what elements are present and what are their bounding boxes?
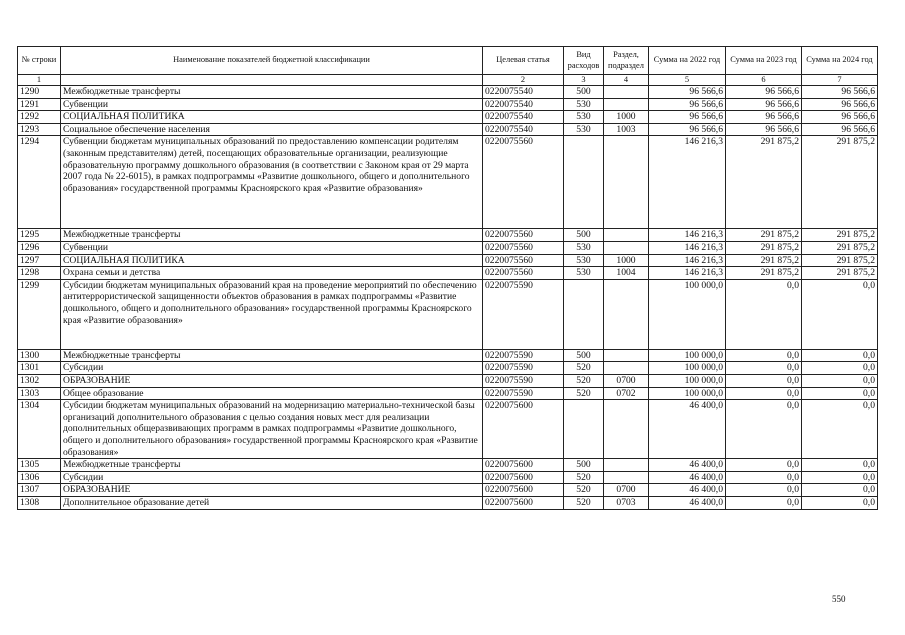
row-sum-2022: 100 000,0 xyxy=(649,349,726,362)
row-section xyxy=(604,349,649,362)
row-expense-type: 520 xyxy=(564,362,604,375)
row-sum-2023: 96 566,6 xyxy=(726,98,802,111)
table-row xyxy=(18,254,878,267)
table-row xyxy=(18,98,878,111)
row-name: Субсидии xyxy=(61,471,483,484)
row-section: 0702 xyxy=(604,387,649,400)
row-name: ОБРАЗОВАНИЕ xyxy=(61,484,483,497)
row-section xyxy=(604,459,649,472)
row-target-article: 0220075560 xyxy=(483,254,564,267)
table-row xyxy=(18,484,878,497)
row-name: Охрана семьи и детства xyxy=(61,267,483,280)
row-section xyxy=(604,136,649,229)
row-target-article: 0220075600 xyxy=(483,496,564,509)
table-row xyxy=(18,471,878,484)
row-number: 1300 xyxy=(18,349,61,362)
row-section xyxy=(604,471,649,484)
column-number: 4 xyxy=(604,75,649,86)
row-sum-2022: 96 566,6 xyxy=(649,111,726,124)
row-expense-type: 530 xyxy=(564,254,604,267)
row-target-article: 0220075540 xyxy=(483,98,564,111)
row-sum-2022: 100 000,0 xyxy=(649,387,726,400)
row-sum-2022: 96 566,6 xyxy=(649,86,726,99)
table-row xyxy=(18,267,878,280)
row-sum-2024: 96 566,6 xyxy=(802,111,878,124)
row-sum-2022: 46 400,0 xyxy=(649,471,726,484)
row-sum-2023: 291 875,2 xyxy=(726,267,802,280)
row-section xyxy=(604,229,649,242)
row-name: Субсидии бюджетам муниципальных образований края на проведение мероприятий по обеспечению антитеррористической защищенности объектов образования в рамках подпрограммы «Развитие дошкольного, общего и дополнительного образования» государственной программы Красноярского края «Развитие образования» xyxy=(61,279,483,349)
row-number: 1301 xyxy=(18,362,61,375)
row-sum-2024: 0,0 xyxy=(802,400,878,459)
row-expense-type xyxy=(564,400,604,459)
row-sum-2023: 96 566,6 xyxy=(726,86,802,99)
row-section xyxy=(604,98,649,111)
header-name: Наименование показателей бюджетной классификации xyxy=(61,47,483,75)
row-number: 1293 xyxy=(18,123,61,136)
row-target-article: 0220075560 xyxy=(483,229,564,242)
table-row xyxy=(18,459,878,472)
table-row xyxy=(18,111,878,124)
row-name: Межбюджетные трансферты xyxy=(61,459,483,472)
row-target-article: 0220075560 xyxy=(483,267,564,280)
row-sum-2023: 0,0 xyxy=(726,387,802,400)
row-section: 1000 xyxy=(604,254,649,267)
table-row xyxy=(18,229,878,242)
column-numbers-row xyxy=(18,75,878,86)
row-section xyxy=(604,362,649,375)
row-target-article: 0220075540 xyxy=(483,123,564,136)
row-sum-2023: 291 875,2 xyxy=(726,229,802,242)
column-number: 6 xyxy=(726,75,802,86)
row-name: Социальное обеспечение населения xyxy=(61,123,483,136)
row-sum-2022: 100 000,0 xyxy=(649,279,726,349)
row-section: 1000 xyxy=(604,111,649,124)
row-sum-2022: 146 216,3 xyxy=(649,229,726,242)
row-target-article: 0220075590 xyxy=(483,387,564,400)
row-sum-2024: 0,0 xyxy=(802,496,878,509)
row-sum-2024: 291 875,2 xyxy=(802,267,878,280)
row-sum-2024: 96 566,6 xyxy=(802,123,878,136)
row-section xyxy=(604,279,649,349)
row-section: 0703 xyxy=(604,496,649,509)
table-row xyxy=(18,362,878,375)
header-sum-2024: Сумма на 2024 год xyxy=(802,47,878,75)
page-number: 550 xyxy=(832,594,846,604)
header-sum-2022: Сумма на 2022 год xyxy=(649,47,726,75)
row-expense-type: 530 xyxy=(564,241,604,254)
row-expense-type: 530 xyxy=(564,98,604,111)
row-number: 1297 xyxy=(18,254,61,267)
row-target-article: 0220075600 xyxy=(483,484,564,497)
row-sum-2023: 0,0 xyxy=(726,362,802,375)
row-sum-2024: 0,0 xyxy=(802,349,878,362)
row-sum-2024: 0,0 xyxy=(802,387,878,400)
row-sum-2023: 96 566,6 xyxy=(726,111,802,124)
row-target-article: 0220075590 xyxy=(483,374,564,387)
row-sum-2023: 0,0 xyxy=(726,400,802,459)
row-sum-2023: 0,0 xyxy=(726,374,802,387)
row-target-article: 0220075590 xyxy=(483,349,564,362)
budget-table xyxy=(17,46,878,510)
row-section xyxy=(604,241,649,254)
row-expense-type: 500 xyxy=(564,459,604,472)
row-target-article: 0220075600 xyxy=(483,471,564,484)
table-body xyxy=(18,86,878,510)
row-number: 1304 xyxy=(18,400,61,459)
row-sum-2022: 96 566,6 xyxy=(649,123,726,136)
table-row xyxy=(18,86,878,99)
row-number: 1294 xyxy=(18,136,61,229)
row-sum-2022: 46 400,0 xyxy=(649,400,726,459)
row-sum-2022: 146 216,3 xyxy=(649,267,726,280)
row-name: Межбюджетные трансферты xyxy=(61,86,483,99)
row-name: Субвенции xyxy=(61,98,483,111)
row-number: 1307 xyxy=(18,484,61,497)
row-sum-2022: 146 216,3 xyxy=(649,241,726,254)
row-section: 1003 xyxy=(604,123,649,136)
row-number: 1308 xyxy=(18,496,61,509)
row-expense-type: 520 xyxy=(564,387,604,400)
row-name: Субсидии xyxy=(61,362,483,375)
column-number: 2 xyxy=(483,75,564,86)
row-expense-type: 530 xyxy=(564,123,604,136)
row-expense-type xyxy=(564,136,604,229)
row-expense-type: 520 xyxy=(564,374,604,387)
row-sum-2023: 0,0 xyxy=(726,349,802,362)
row-number: 1291 xyxy=(18,98,61,111)
row-sum-2022: 46 400,0 xyxy=(649,484,726,497)
table-row xyxy=(18,349,878,362)
row-expense-type: 500 xyxy=(564,86,604,99)
row-sum-2022: 46 400,0 xyxy=(649,496,726,509)
row-sum-2024: 0,0 xyxy=(802,279,878,349)
row-number: 1302 xyxy=(18,374,61,387)
row-sum-2023: 96 566,6 xyxy=(726,123,802,136)
row-sum-2023: 0,0 xyxy=(726,484,802,497)
row-sum-2024: 291 875,2 xyxy=(802,229,878,242)
row-number: 1296 xyxy=(18,241,61,254)
row-expense-type: 530 xyxy=(564,111,604,124)
row-target-article: 0220075600 xyxy=(483,400,564,459)
header-sum-2023: Сумма на 2023 год xyxy=(726,47,802,75)
column-number xyxy=(61,75,483,86)
table-row xyxy=(18,374,878,387)
row-number: 1298 xyxy=(18,267,61,280)
row-number: 1295 xyxy=(18,229,61,242)
table-row xyxy=(18,241,878,254)
row-section xyxy=(604,400,649,459)
row-name: Межбюджетные трансферты xyxy=(61,349,483,362)
row-expense-type: 520 xyxy=(564,496,604,509)
row-sum-2024: 291 875,2 xyxy=(802,254,878,267)
row-sum-2024: 0,0 xyxy=(802,374,878,387)
header-section: Раздел, подраздел xyxy=(604,47,649,75)
row-name: СОЦИАЛЬНАЯ ПОЛИТИКА xyxy=(61,111,483,124)
row-sum-2022: 46 400,0 xyxy=(649,459,726,472)
table-row xyxy=(18,136,878,229)
row-number: 1305 xyxy=(18,459,61,472)
row-expense-type: 520 xyxy=(564,484,604,497)
row-sum-2024: 96 566,6 xyxy=(802,98,878,111)
row-sum-2022: 96 566,6 xyxy=(649,98,726,111)
row-expense-type: 530 xyxy=(564,267,604,280)
row-sum-2024: 0,0 xyxy=(802,484,878,497)
row-sum-2024: 0,0 xyxy=(802,471,878,484)
row-name: Субвенции xyxy=(61,241,483,254)
row-name: Субсидии бюджетам муниципальных образований на модернизацию материально-технической базы организаций дополнительного образования с целью создания новых мест для реализации дополнительных общеразвивающих программ в рамках подпрограммы «Развитие дошкольного, общего и дополнительного образования» государственной программы Красноярского края «Развитие образования» xyxy=(61,400,483,459)
row-target-article: 0220075590 xyxy=(483,279,564,349)
table-row xyxy=(18,400,878,459)
row-section xyxy=(604,86,649,99)
row-sum-2023: 0,0 xyxy=(726,471,802,484)
row-sum-2024: 0,0 xyxy=(802,459,878,472)
table-row xyxy=(18,387,878,400)
row-sum-2022: 146 216,3 xyxy=(649,254,726,267)
column-number: 1 xyxy=(18,75,61,86)
table-row xyxy=(18,496,878,509)
row-section: 1004 xyxy=(604,267,649,280)
row-target-article: 0220075590 xyxy=(483,362,564,375)
row-sum-2023: 291 875,2 xyxy=(726,136,802,229)
row-expense-type: 500 xyxy=(564,229,604,242)
row-sum-2024: 96 566,6 xyxy=(802,86,878,99)
row-name: СОЦИАЛЬНАЯ ПОЛИТИКА xyxy=(61,254,483,267)
row-target-article: 0220075540 xyxy=(483,86,564,99)
header-target-article: Целевая статья xyxy=(483,47,564,75)
row-number: 1306 xyxy=(18,471,61,484)
row-target-article: 0220075540 xyxy=(483,111,564,124)
row-sum-2023: 0,0 xyxy=(726,496,802,509)
header-expense-type: Вид расходов xyxy=(564,47,604,75)
row-expense-type xyxy=(564,279,604,349)
table-row xyxy=(18,123,878,136)
row-sum-2022: 146 216,3 xyxy=(649,136,726,229)
row-sum-2023: 291 875,2 xyxy=(726,254,802,267)
row-sum-2023: 291 875,2 xyxy=(726,241,802,254)
row-name: Общее образование xyxy=(61,387,483,400)
row-sum-2023: 0,0 xyxy=(726,279,802,349)
column-number: 7 xyxy=(802,75,878,86)
row-sum-2024: 291 875,2 xyxy=(802,136,878,229)
row-sum-2022: 100 000,0 xyxy=(649,362,726,375)
row-target-article: 0220075560 xyxy=(483,241,564,254)
row-number: 1290 xyxy=(18,86,61,99)
row-target-article: 0220075560 xyxy=(483,136,564,229)
row-target-article: 0220075600 xyxy=(483,459,564,472)
header-row-number: № строки xyxy=(18,47,61,75)
column-number: 3 xyxy=(564,75,604,86)
row-name: Дополнительное образование детей xyxy=(61,496,483,509)
row-sum-2023: 0,0 xyxy=(726,459,802,472)
row-number: 1303 xyxy=(18,387,61,400)
row-sum-2024: 291 875,2 xyxy=(802,241,878,254)
row-sum-2022: 100 000,0 xyxy=(649,374,726,387)
row-section: 0700 xyxy=(604,484,649,497)
table-row xyxy=(18,279,878,349)
row-section: 0700 xyxy=(604,374,649,387)
row-expense-type: 520 xyxy=(564,471,604,484)
row-name: Межбюджетные трансферты xyxy=(61,229,483,242)
row-sum-2024: 0,0 xyxy=(802,362,878,375)
row-number: 1292 xyxy=(18,111,61,124)
table-header-row xyxy=(18,47,878,75)
row-name: ОБРАЗОВАНИЕ xyxy=(61,374,483,387)
row-name: Субвенции бюджетам муниципальных образований по предоставлению компенсации родителям (законным представителям) детей, посещающих образовательные организации, реализующие образовательную программу дошкольного образования (в соответствии с Законом края от 29 марта 2007 года № 22-6015), в рамках подпрограммы «Развитие дошкольного, общего и дополнительного образования» государственной программы Красноярского края «Развитие образования» xyxy=(61,136,483,229)
row-expense-type: 500 xyxy=(564,349,604,362)
column-number: 5 xyxy=(649,75,726,86)
row-number: 1299 xyxy=(18,279,61,349)
